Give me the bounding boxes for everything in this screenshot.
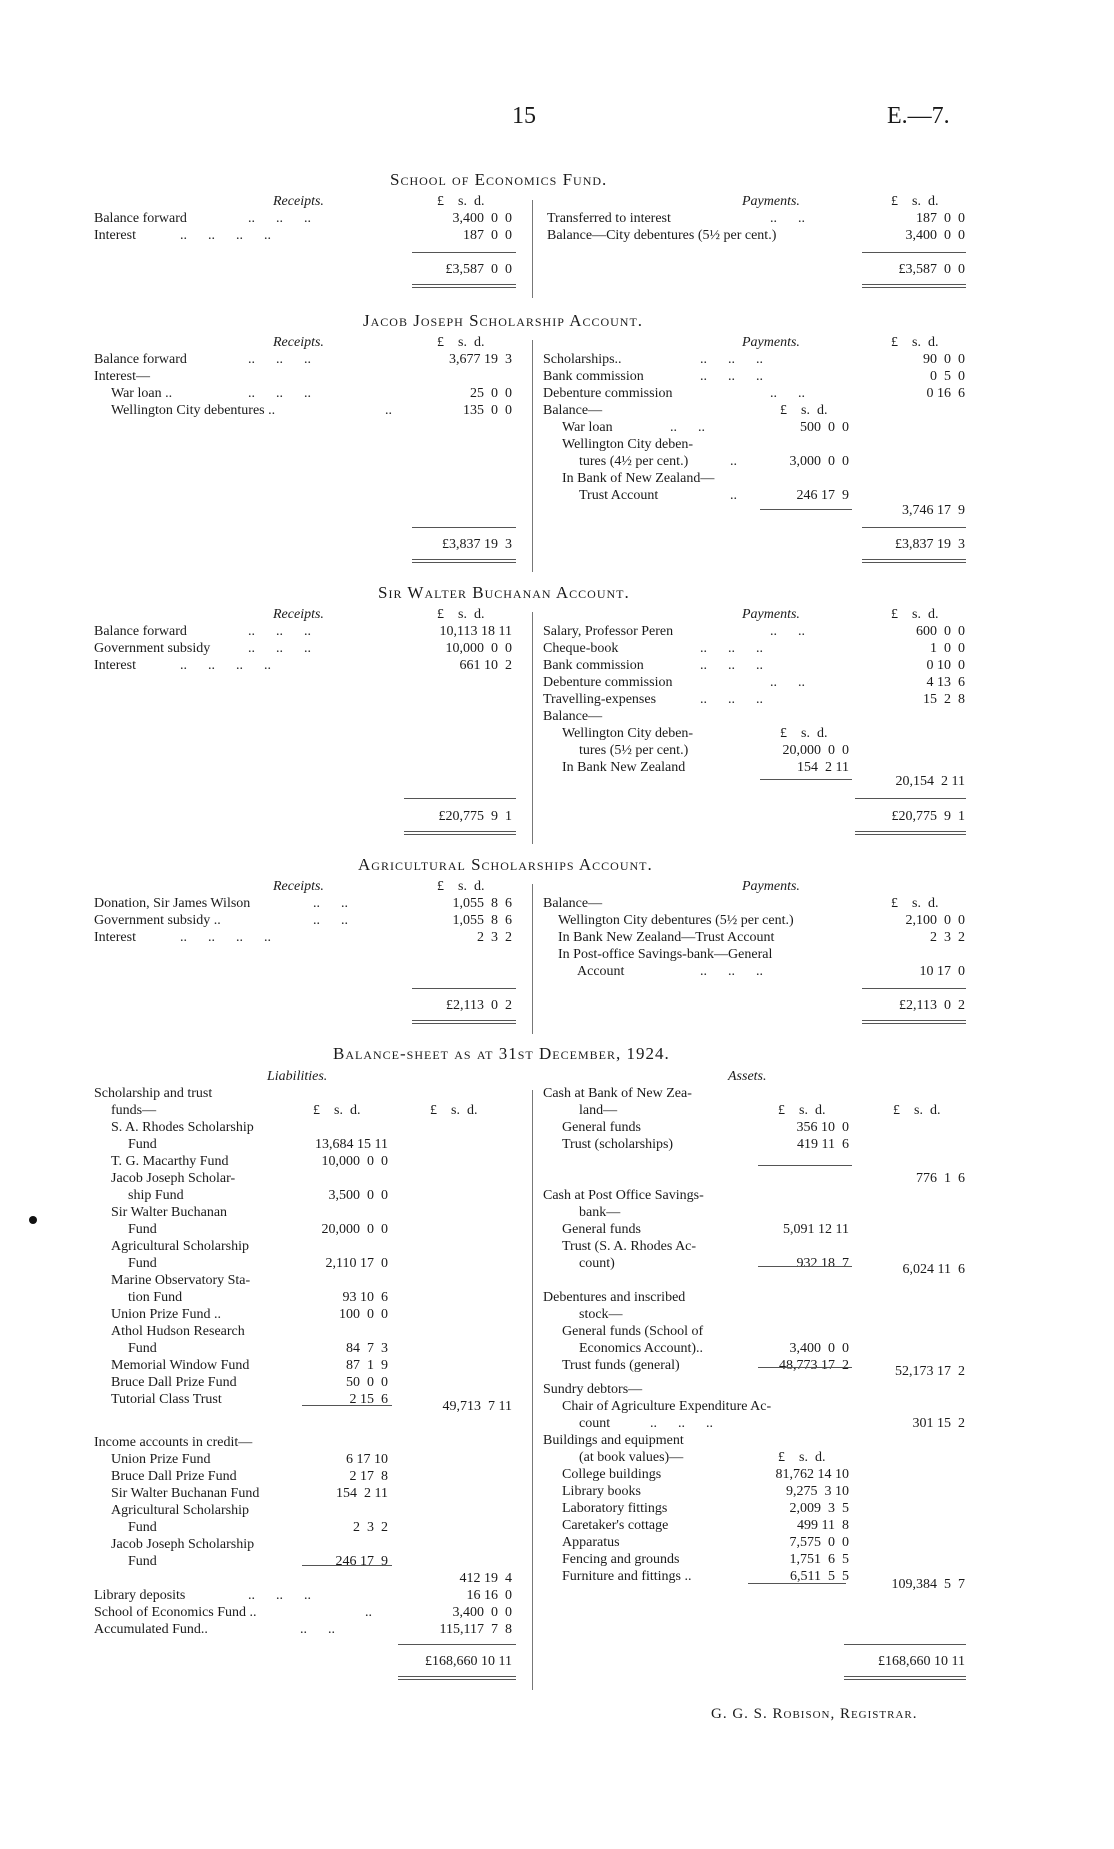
asset-amount: 81,762 14 10: [775, 1467, 849, 1482]
liability-label: Union Prize Fund ..: [111, 1307, 222, 1322]
section-title-economics: School of Economics Fund.: [390, 170, 608, 189]
payment-amount: 10 17 0: [919, 964, 965, 979]
liabilities-subtotal: 49,713 7 11: [442, 1399, 512, 1414]
leader-dots: .. ..: [770, 624, 805, 639]
asset-label: Debentures and inscribed: [543, 1290, 686, 1305]
asset-label: Laboratory fittings: [562, 1501, 668, 1516]
payment-amount: 3,400 0 0: [905, 228, 965, 243]
liabilities-subtotal: 412 19 4: [459, 1571, 512, 1586]
leader-dots: .. .. ..: [700, 641, 763, 656]
payment-subtotal: 20,154 2 11: [895, 774, 965, 789]
rule: [758, 1367, 852, 1368]
column-heading: £ s. d.: [891, 194, 939, 209]
liability-amount: 3,400 0 0: [452, 1605, 512, 1620]
asset-label: Buildings and equipment: [543, 1433, 684, 1448]
liabilities-heading: Liabilities.: [267, 1069, 328, 1084]
assets-subtotal: 6,024 11 6: [902, 1262, 965, 1277]
receipt-label: Wellington City debentures ..: [111, 403, 276, 418]
payment-amount: 600 0 0: [916, 624, 965, 639]
liability-label: School of Economics Fund ..: [94, 1605, 257, 1620]
section-title-balance-sheet: Balance-sheet as at 31st December, 1924.: [333, 1044, 670, 1063]
payment-label: Wellington City debentures (5½ per cent.): [558, 913, 794, 928]
liability-amount: 87 1 9: [346, 1358, 388, 1373]
payment-amount: 4 13 6: [926, 675, 965, 690]
asset-amount: 6,511 5 5: [790, 1569, 849, 1584]
liability-label: Accumulated Fund..: [94, 1622, 208, 1637]
liability-label: tion Fund: [128, 1290, 183, 1305]
column-heading: £ s. d.: [891, 335, 939, 350]
payment-total: £20,775 9 1: [891, 809, 965, 824]
asset-amount: 3,400 0 0: [789, 1341, 849, 1356]
assets-subtotal: 52,173 17 2: [895, 1364, 965, 1379]
receipt-amount: 25 0 0: [470, 386, 512, 401]
rule: [404, 798, 516, 799]
asset-label: Trust funds (general): [562, 1358, 680, 1373]
double-rule: [862, 1020, 966, 1024]
section-title-jacob-joseph: Jacob Joseph Scholarship Account.: [363, 311, 644, 330]
liability-label: Library deposits: [94, 1588, 186, 1603]
income-account-amount: 2 3 2: [353, 1520, 388, 1535]
income-account-label: Union Prize Fund: [111, 1452, 211, 1467]
asset-label: (at book values)—: [579, 1450, 684, 1465]
leader-dots: .. .. ..: [700, 658, 763, 673]
liability-label: Sir Walter Buchanan: [111, 1205, 228, 1220]
receipt-amount: 661 10 2: [459, 658, 512, 673]
leader-dots: .. .. ..: [248, 352, 311, 367]
asset-label: Cash at Post Office Savings-: [543, 1188, 704, 1203]
asset-amount: 419 11 6: [797, 1137, 849, 1152]
income-account-amount: 2 17 8: [349, 1469, 388, 1484]
payment-label: Cheque-book: [543, 641, 619, 656]
liability-label: Fund: [128, 1341, 157, 1356]
receipt-total: £3,837 19 3: [442, 537, 512, 552]
receipt-label: Government subsidy ..: [94, 913, 221, 928]
rule: [862, 988, 966, 989]
income-account-label: Fund: [128, 1520, 157, 1535]
payment-label: Debenture commission: [543, 675, 673, 690]
receipts-heading: Receipts.: [273, 194, 324, 209]
liabilities-total: £168,660 10 11: [425, 1654, 512, 1669]
column-heading: £ s. d.: [780, 726, 828, 741]
asset-amount: 48,773 17 2: [779, 1358, 849, 1373]
payments-heading: Payments.: [742, 607, 800, 622]
receipt-amount: 3,677 19 3: [449, 352, 512, 367]
receipt-label: Balance forward: [94, 352, 187, 367]
payment-label: Wellington City deben-: [562, 726, 694, 741]
receipt-label: Balance forward: [94, 211, 187, 226]
double-rule: [404, 831, 516, 835]
payment-amount: 3,000 0 0: [789, 454, 849, 469]
payment-amount: 0 16 6: [926, 386, 965, 401]
payment-label: tures (4½ per cent.): [579, 454, 689, 469]
payment-label: War loan: [562, 420, 613, 435]
income-account-label: Income accounts in credit—: [94, 1435, 253, 1450]
rule: [302, 1405, 392, 1406]
receipt-total: £2,113 0 2: [446, 998, 512, 1013]
liability-label: Athol Hudson Research: [111, 1324, 245, 1339]
liability-label: Fund: [128, 1222, 157, 1237]
receipt-label: Balance forward: [94, 624, 187, 639]
asset-label: Library books: [562, 1484, 641, 1499]
payment-amount: 154 2 11: [797, 760, 849, 775]
income-account-label: Agricultural Scholarship: [111, 1503, 250, 1518]
liability-label: Marine Observatory Sta-: [111, 1273, 251, 1288]
receipt-label: Interest: [94, 930, 136, 945]
payment-total: £3,837 19 3: [895, 537, 965, 552]
asset-amount: 5,091 12 11: [783, 1222, 849, 1237]
asset-amount: 356 10 0: [796, 1120, 849, 1135]
liability-label: Tutorial Class Trust: [111, 1392, 222, 1407]
leader-dots: .. .. ..: [248, 386, 311, 401]
asset-amount: 301 15 2: [912, 1416, 965, 1431]
asset-label: Trust (S. A. Rhodes Ac-: [562, 1239, 697, 1254]
column-heading: £ s. d.: [313, 1103, 361, 1118]
payment-amount: 0 10 0: [926, 658, 965, 673]
payment-label: Scholarships..: [543, 352, 622, 367]
page-number: 15: [512, 103, 536, 129]
asset-label: stock—: [579, 1307, 623, 1322]
income-account-label: Bruce Dall Prize Fund: [111, 1469, 237, 1484]
section-title-agricultural: Agricultural Scholarships Account.: [358, 855, 653, 874]
assets-heading: Assets.: [728, 1069, 767, 1084]
column-heading: £ s. d.: [778, 1450, 826, 1465]
leader-dots: .. .. ..: [700, 964, 763, 979]
payments-heading: Payments.: [742, 335, 800, 350]
liability-label: T. G. Macarthy Fund: [111, 1154, 229, 1169]
liability-label: S. A. Rhodes Scholarship: [111, 1120, 254, 1135]
payment-amount: 20,000 0 0: [782, 743, 849, 758]
payment-label: Balance—: [543, 896, 603, 911]
leader-dots: .. ..: [313, 913, 348, 928]
asset-label: count): [579, 1256, 615, 1271]
rule: [748, 1583, 846, 1584]
rule: [398, 1644, 516, 1645]
payment-amount: 187 0 0: [916, 211, 965, 226]
double-rule: [862, 559, 966, 563]
double-rule: [412, 284, 516, 288]
income-account-amount: 154 2 11: [336, 1486, 388, 1501]
payment-label: Transferred to interest: [547, 211, 671, 226]
payments-heading: Payments.: [742, 194, 800, 209]
receipt-label: Interest: [94, 658, 136, 673]
liability-label: Fund: [128, 1256, 157, 1271]
asset-amount: 7,575 0 0: [789, 1535, 849, 1550]
receipt-label: Government subsidy: [94, 641, 211, 656]
payments-heading: Payments.: [742, 879, 800, 894]
rule: [412, 527, 516, 528]
rule: [760, 509, 852, 510]
leader-dots: ..: [385, 403, 392, 418]
income-account-amount: 6 17 10: [346, 1452, 388, 1467]
asset-label: General funds (School of: [562, 1324, 704, 1339]
rule: [302, 1565, 392, 1566]
asset-label: Caretaker's cottage: [562, 1518, 669, 1533]
receipts-heading: Receipts.: [273, 879, 324, 894]
asset-amount: 499 11 8: [797, 1518, 849, 1533]
payment-amount: 15 2 8: [923, 692, 965, 707]
payment-total: £3,587 0 0: [898, 262, 965, 277]
receipt-label: Interest: [94, 228, 136, 243]
rule: [412, 988, 516, 989]
liability-label: Bruce Dall Prize Fund: [111, 1375, 237, 1390]
payment-amount: 90 0 0: [923, 352, 965, 367]
margin-dot: [29, 1216, 37, 1224]
assets-subtotal: 776 1 6: [916, 1171, 965, 1186]
payment-label: Balance—: [543, 709, 603, 724]
liability-amount: 2 15 6: [349, 1392, 388, 1407]
asset-label: College buildings: [562, 1467, 662, 1482]
receipt-amount: 1,055 8 6: [452, 896, 512, 911]
payment-total: £2,113 0 2: [899, 998, 965, 1013]
liability-amount: 20,000 0 0: [321, 1222, 388, 1237]
payment-label: Bank commission: [543, 369, 644, 384]
column-divider: [532, 1090, 533, 1690]
asset-amount: 1,751 6 5: [789, 1552, 849, 1567]
leader-dots: .. ..: [770, 675, 805, 690]
liability-amount: 115,117 7 8: [439, 1622, 512, 1637]
asset-amount: 2,009 3 5: [789, 1501, 849, 1516]
column-heading: £ s. d.: [891, 607, 939, 622]
rule: [855, 798, 966, 799]
liability-amount: 16 16 0: [466, 1588, 512, 1603]
liability-label: Jacob Joseph Scholar-: [111, 1171, 236, 1186]
liability-amount: 2,110 17 0: [325, 1256, 388, 1271]
receipt-amount: 135 0 0: [463, 403, 512, 418]
leader-dots: .. .. ..: [248, 211, 311, 226]
asset-amount: 9,275 3 10: [786, 1484, 849, 1499]
rule: [412, 252, 516, 253]
leader-dots: .. .. ..: [248, 624, 311, 639]
section-title-walter-buchanan: Sir Walter Buchanan Account.: [378, 583, 630, 602]
payment-subtotal: 3,746 17 9: [902, 503, 965, 518]
asset-label: Fencing and grounds: [562, 1552, 680, 1567]
payment-label: Bank commission: [543, 658, 644, 673]
payment-amount: 500 0 0: [800, 420, 849, 435]
double-rule: [855, 831, 966, 835]
liability-amount: 10,000 0 0: [321, 1154, 388, 1169]
leader-dots: .. .. .. ..: [180, 228, 271, 243]
rule: [862, 252, 966, 253]
column-heading: £ s. d.: [780, 403, 828, 418]
receipts-heading: Receipts.: [273, 607, 324, 622]
liability-label: Fund: [128, 1137, 157, 1152]
liability-amount: 84 7 3: [346, 1341, 388, 1356]
receipt-label: Interest—: [94, 369, 150, 384]
liability-amount: 93 10 6: [342, 1290, 388, 1305]
double-rule: [398, 1676, 516, 1680]
asset-label: General funds: [562, 1222, 641, 1237]
payment-label: Account: [577, 964, 625, 979]
asset-label: Furniture and fittings ..: [562, 1569, 692, 1584]
payment-label: Balance—: [543, 403, 603, 418]
payment-amount: 0 5 0: [930, 369, 965, 384]
asset-label: Cash at Bank of New Zea-: [543, 1086, 692, 1101]
rule: [862, 527, 966, 528]
payment-amount: 2 3 2: [930, 930, 965, 945]
liability-label: Scholarship and trust: [94, 1086, 213, 1101]
liability-label: Memorial Window Fund: [111, 1358, 250, 1373]
asset-label: count: [579, 1416, 611, 1431]
income-account-label: Jacob Joseph Scholarship: [111, 1537, 255, 1552]
liability-label: Agricultural Scholarship: [111, 1239, 250, 1254]
double-rule: [844, 1676, 966, 1680]
column-heading: £ s. d.: [437, 879, 485, 894]
registrar-signature: G. G. S. Robison, Registrar.: [711, 1706, 918, 1722]
rule: [760, 779, 852, 780]
payment-label: Trust Account: [579, 488, 659, 503]
rule: [758, 1165, 852, 1166]
column-heading: £ s. d.: [437, 335, 485, 350]
payment-label: Salary, Professor Peren: [543, 624, 674, 639]
receipt-amount: 3,400 0 0: [452, 211, 512, 226]
leader-dots: .. ..: [300, 1622, 335, 1637]
leader-dots: .. ..: [313, 896, 348, 911]
column-divider: [532, 340, 533, 572]
column-heading: £ s. d.: [430, 1103, 478, 1118]
receipt-amount: 187 0 0: [463, 228, 512, 243]
liability-amount: 50 0 0: [346, 1375, 388, 1390]
leader-dots: .. .. .. ..: [180, 658, 271, 673]
asset-label: land—: [579, 1103, 618, 1118]
leader-dots: .. .. ..: [700, 369, 763, 384]
payment-label: Travelling-expenses: [543, 692, 657, 707]
income-account-label: Sir Walter Buchanan Fund: [111, 1486, 260, 1501]
asset-label: Economics Account)..: [579, 1341, 704, 1356]
leader-dots: .. ..: [770, 386, 805, 401]
asset-label: bank—: [579, 1205, 621, 1220]
double-rule: [862, 284, 966, 288]
receipt-amount: 2 3 2: [477, 930, 512, 945]
leader-dots: .. .. ..: [248, 1588, 311, 1603]
asset-label: General funds: [562, 1120, 641, 1135]
leader-dots: ..: [365, 1605, 372, 1620]
column-heading: £ s. d.: [437, 607, 485, 622]
receipt-amount: 1,055 8 6: [452, 913, 512, 928]
double-rule: [412, 559, 516, 563]
column-divider: [532, 200, 533, 298]
liability-label: funds—: [111, 1103, 157, 1118]
payment-amount: 1 0 0: [930, 641, 965, 656]
column-divider: [532, 884, 533, 1034]
double-rule: [412, 1020, 516, 1024]
liability-label: ship Fund: [128, 1188, 184, 1203]
asset-label: Apparatus: [562, 1535, 620, 1550]
column-heading: £ s. d.: [778, 1103, 826, 1118]
income-account-label: Fund: [128, 1554, 157, 1569]
receipt-total: £3,587 0 0: [445, 262, 512, 277]
assets-subtotal: 109,384 5 7: [891, 1577, 965, 1592]
leader-dots: ..: [730, 488, 737, 503]
leader-dots: ..: [730, 454, 737, 469]
leader-dots: .. .. ..: [650, 1416, 713, 1431]
column-heading: £ s. d.: [891, 896, 939, 911]
payment-label: Debenture commission: [543, 386, 673, 401]
liability-amount: 3,500 0 0: [328, 1188, 388, 1203]
asset-label: Sundry debtors—: [543, 1382, 643, 1397]
rule: [758, 1266, 852, 1267]
column-divider: [532, 612, 533, 844]
receipt-label: Donation, Sir James Wilson: [94, 896, 251, 911]
payment-label: In Bank of New Zealand—: [562, 471, 715, 486]
payment-amount: 246 17 9: [796, 488, 849, 503]
payment-label: Balance—City debentures (5½ per cent.): [547, 228, 777, 243]
page-reference: E.—7.: [887, 103, 950, 129]
leader-dots: .. ..: [770, 211, 805, 226]
leader-dots: .. .. ..: [700, 692, 763, 707]
receipts-heading: Receipts.: [273, 335, 324, 350]
payment-label: In Bank New Zealand: [562, 760, 686, 775]
receipt-amount: 10,113 18 11: [439, 624, 512, 639]
assets-total: £168,660 10 11: [878, 1654, 965, 1669]
column-heading: £ s. d.: [437, 194, 485, 209]
payment-label: tures (5½ per cent.): [579, 743, 689, 758]
asset-label: Chair of Agriculture Expenditure Ac-: [562, 1399, 772, 1414]
payment-label: Wellington City deben-: [562, 437, 694, 452]
rule: [844, 1644, 966, 1645]
leader-dots: .. .. ..: [700, 352, 763, 367]
receipt-total: £20,775 9 1: [438, 809, 512, 824]
receipt-label: War loan ..: [111, 386, 173, 401]
payment-label: In Post-office Savings-bank—General: [558, 947, 773, 962]
asset-amount: 932 18 7: [796, 1256, 849, 1271]
column-heading: £ s. d.: [893, 1103, 941, 1118]
leader-dots: .. ..: [670, 420, 705, 435]
payment-label: In Bank New Zealand—Trust Account: [558, 930, 775, 945]
income-account-amount: 246 17 9: [335, 1554, 388, 1569]
receipt-amount: 10,000 0 0: [445, 641, 512, 656]
liability-amount: 100 0 0: [339, 1307, 388, 1322]
asset-label: Trust (scholarships): [562, 1137, 674, 1152]
leader-dots: .. .. ..: [248, 641, 311, 656]
liability-amount: 13,684 15 11: [315, 1137, 388, 1152]
leader-dots: .. .. .. ..: [180, 930, 271, 945]
payment-amount: 2,100 0 0: [905, 913, 965, 928]
